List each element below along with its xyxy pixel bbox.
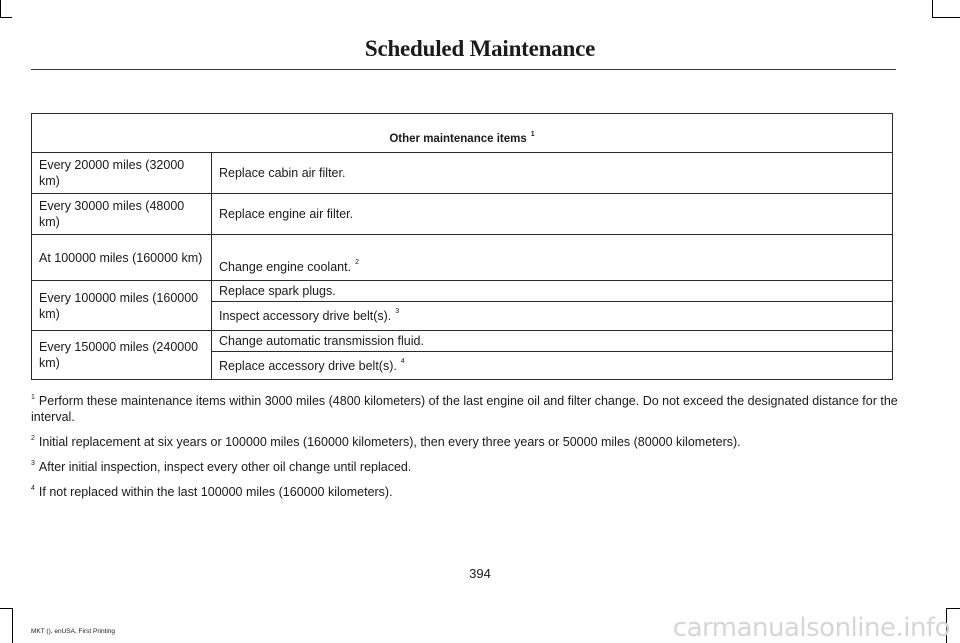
footnote-ref: 2 [355, 259, 359, 266]
interval-cell: At 100000 miles (160000 km) [32, 235, 212, 281]
footnotes [31, 393, 899, 509]
interval-cell: Every 30000 miles (48000 km) [32, 194, 212, 235]
crop-mark [932, 17, 960, 18]
item-cell: Replace spark plugs. [212, 281, 893, 302]
footnote: $^2$ Initial replacement at six years or 100000 miles (160000 kilometers), then every three years or 50000 miles (80000 kilometers). [31, 435, 741, 449]
page-number: 394 [469, 566, 491, 581]
table-row [32, 331, 893, 352]
crop-mark [932, 0, 933, 18]
page-title: Scheduled Maintenance [364, 36, 596, 61]
table-row [32, 194, 893, 235]
table-heading: Other maintenance items $^1$ [32, 114, 893, 153]
crop-mark [0, 608, 12, 609]
crop-mark [0, 0, 1, 18]
footnote: $^3$ After initial inspection, inspect every other oil change until replaced. [31, 460, 412, 474]
item-cell: Change automatic transmission fluid. [212, 331, 893, 352]
interval-cell: Every 20000 miles (32000 km) [32, 153, 212, 194]
footnote: $^1$ Perform these maintenance items within 3000 miles (4800 kilometers) of the last engine oil and filter change. Do not exceed the designated distance for the interval. [31, 394, 898, 424]
interval-cell: Every 100000 miles (160000 km) [32, 281, 212, 331]
table-row [32, 281, 893, 302]
watermark: carmanualsonline.info [672, 613, 950, 643]
interval-cell: Every 150000 miles (240000 km) [32, 331, 212, 380]
footnote-ref: 3 [395, 308, 400, 315]
footnote-ref: 4 [400, 357, 405, 365]
footnote-ref: 1 [530, 131, 535, 138]
item-cell: Inspect accessory drive belt(s). $^3$ [212, 302, 893, 331]
crop-mark [12, 608, 13, 643]
maintenance-table [31, 113, 893, 380]
item-cell: Replace accessory drive belt(s). $^4$ [212, 352, 893, 380]
table-row [32, 235, 893, 281]
footnote: $^4$ If not replaced within the last 100000 miles (160000 kilometers). [31, 485, 393, 499]
item-cell: Replace engine air filter. [212, 194, 893, 235]
crop-mark [946, 608, 960, 609]
item-cell: Replace cabin air filter. [212, 153, 893, 194]
item-cell: Change engine coolant. $^2$ [212, 235, 893, 281]
footer-printing-info: MKT (), enUSA, First Printing [31, 628, 116, 635]
table-row [32, 153, 893, 194]
crop-mark [0, 17, 12, 18]
title-divider [31, 69, 896, 70]
